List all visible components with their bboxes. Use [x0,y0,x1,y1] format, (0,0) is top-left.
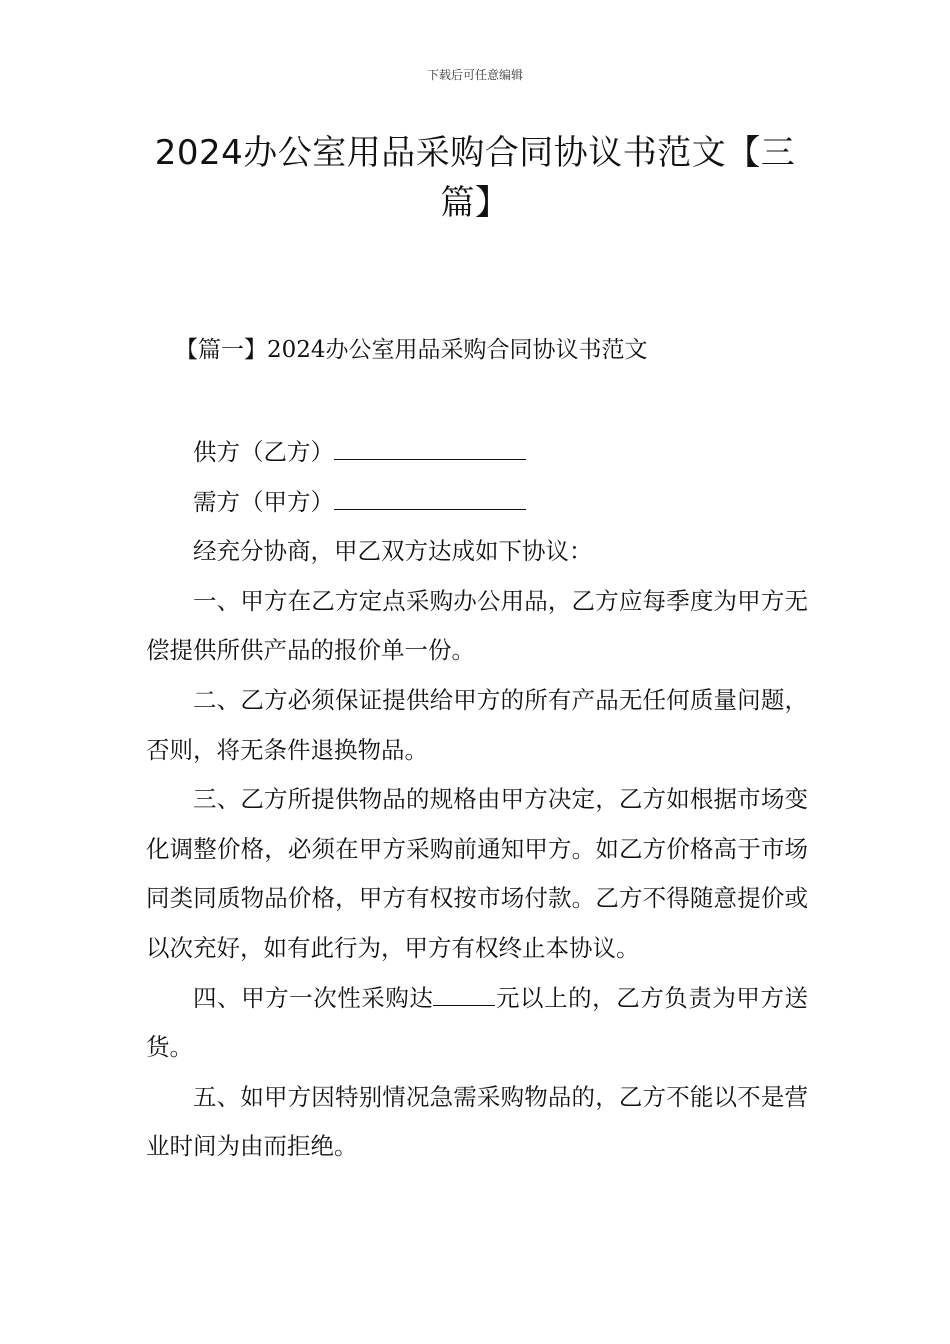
buyer-blank [334,484,526,510]
clause-5: 五、如甲方因特别情况急需采购物品的，乙方不能以不是营业时间为由而拒绝。 [146,1082,808,1161]
header-note: 下载后可任意编辑 [426,68,523,82]
supplier-blank [334,434,526,460]
intro-paragraph: 经充分协商，甲乙双方达成如下协议： [193,537,593,566]
document-body [146,428,808,1172]
clause-4-text-before: 四、甲方一次性采购达 [193,983,434,1012]
clause-1: 一、甲方在乙方定点采购办公用品，乙方应每季度为甲方无偿提供所供产品的报价单一份。 [146,586,808,665]
clause-4-text-after: 元以上的，乙方负责为甲方送货。 [146,983,809,1062]
clause-4 [146,974,808,1073]
buyer-label: 需方（甲方） [193,487,334,516]
amount-blank [433,980,495,1006]
supplier-label: 供方（乙方） [193,438,334,466]
section-heading: 【篇一】2024办公室用品采购合同协议书范文 [175,337,648,363]
buyer-line [146,478,808,528]
document-title: 2024办公室用品采购合同协议书范文【三篇】 [154,133,796,223]
clause-3: 三、乙方所提供物品的规格由甲方决定，乙方如根据市场变化调整价格，必须在甲方采购前通知甲方。如乙方价格高于市场同类同质物品价格，甲方有权按市场付款。乙方不得随意提价或以次充好，如有此行为，甲方有权终止本协议。 [146,785,808,962]
clause-2: 二、乙方必须保证提供给甲方的所有产品无任何质量问题，否则，将无条件退换物品。 [146,685,808,764]
supplier-line [146,428,808,478]
